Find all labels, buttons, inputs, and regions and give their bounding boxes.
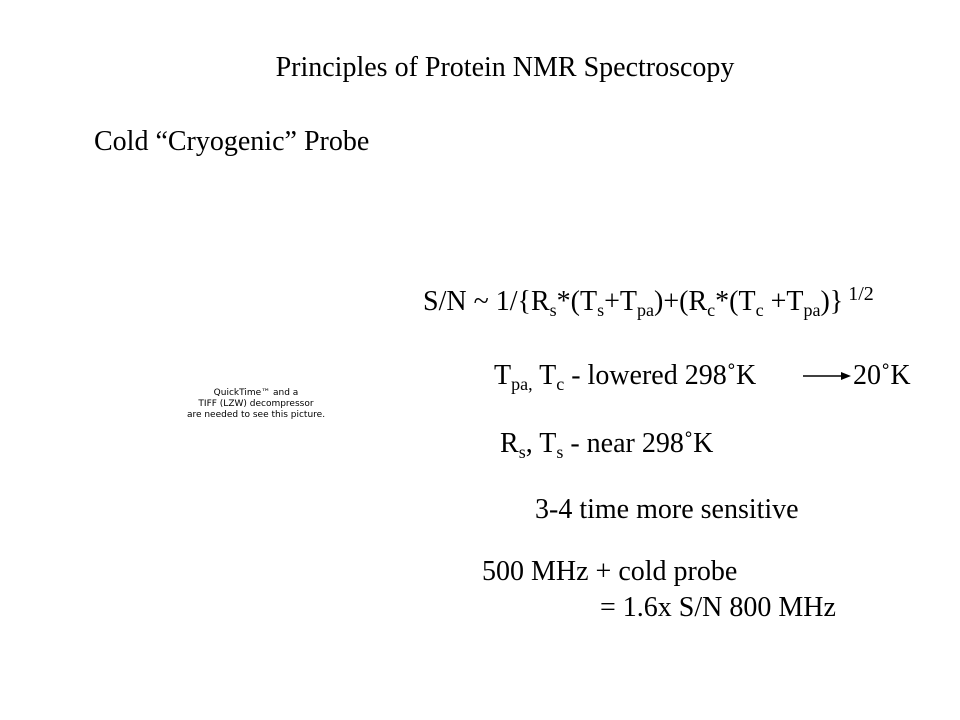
right-arrow-icon	[803, 370, 851, 382]
placeholder-text-2: TIFF (LZW) decompressor	[198, 399, 314, 409]
slide-subtitle: Cold “Cryogenic” Probe	[94, 126, 370, 157]
target-temperature: 20˚K	[853, 360, 911, 391]
sensitivity-formula: S/N ~ $1/\{R_s*(T_s+T_{pa})+(R_c*(T_c +T_{pa})\}$ $^{1/2}$	[423, 283, 874, 320]
placeholder-text-1: QuickTime™ and a	[213, 388, 299, 398]
comparison-line-2: = 1.6x S/N 800 MHz	[600, 592, 836, 623]
comparison-line-1: 500 MHz + cold probe	[482, 556, 738, 587]
slide-title: Principles of Protein NMR Spectroscopy	[275, 52, 735, 83]
temperature-lowered-line: $T_{pa,}$ $T_c$ - lowered 298˚K	[494, 360, 757, 394]
quicktime-placeholder-image	[176, 388, 336, 421]
sample-temperature-line: $R_s$, $T_s$ - near 298˚K	[500, 428, 714, 462]
sensitivity-note: 3-4 time more sensitive	[535, 494, 799, 525]
placeholder-text-3: are needed to see this picture.	[186, 410, 326, 420]
